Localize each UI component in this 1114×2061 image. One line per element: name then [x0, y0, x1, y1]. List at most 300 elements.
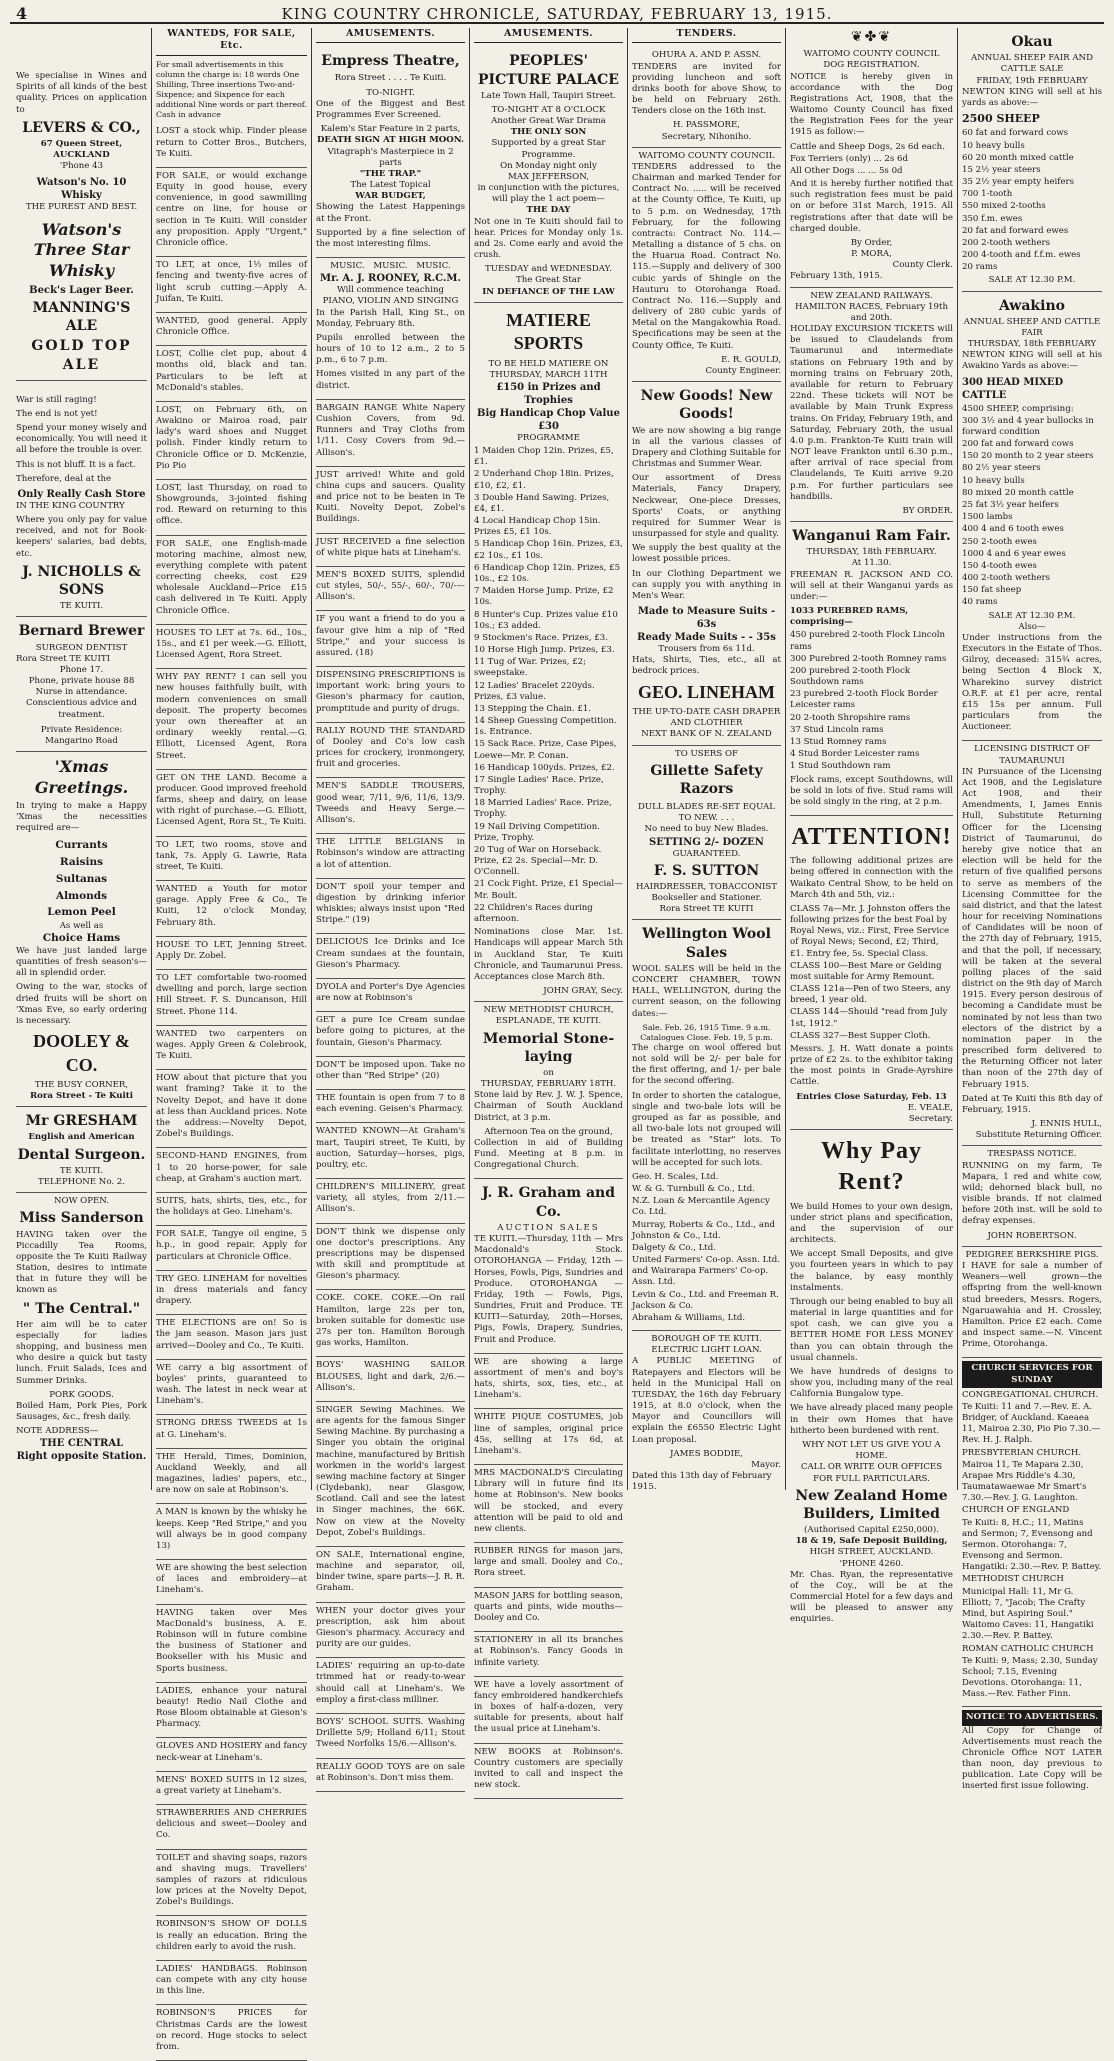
rooney-pupils: Pupils enrolled between the hours of 10 to 12 a.m., 2 to 5 p.m., 6 to 7 p.m. [316, 332, 465, 366]
broker-item: Geo. H. Scales, Ltd. [632, 1171, 719, 1182]
auction-sales: AUCTION SALES [497, 1222, 600, 1233]
notice-ad [962, 1707, 1102, 1799]
wellington-title: Wellington Wool Sales [642, 926, 771, 961]
classified-ad-text: SINGER Sewing Machines. We are agents for the famous Singer Sewing Machine. By purchasing a Singer you obtain the original machine, manufactured by British workmen in the world's largest sewing machine factory at Singer (Clydebank), near Glasgow, Scotland. Call and see the latest in Singer machines, the 66K. Now on view at the Novelty Depot, Zobel's Buildings. [316, 1404, 465, 1538]
memorial: Memorial Stone-laying [482, 1030, 615, 1065]
gould: E. R. GOULD, [721, 354, 781, 365]
masthead-title: KING COUNTRY CHRONICLE, SATURDAY, FEBRUARY 13, 1915. [281, 5, 833, 23]
clerk: County Clerk. [892, 260, 953, 271]
supply: We supply the best quality at the lowest possible prices. [632, 543, 781, 565]
awakino-sale: SALE AT 12.30 P.M. [988, 610, 1076, 621]
stock-item: 250 2-tooth ewes [962, 536, 1037, 547]
amusements-header-2: AMUSEMENTS. [474, 28, 623, 43]
event-item: 15 Sack Race. Prize, Case Pipes, Loewe—Mr. P. Conan. [474, 739, 617, 761]
classified-ad-text: BOYS' WASHING SAILOR BLOUSES, light and dark, 2/6.—Allison's. [316, 1360, 465, 1393]
okau-date: FRIDAY, 19th FEBRUARY [976, 75, 1088, 86]
call-write: CALL OR WRITE OUR OFFICES FOR FULL PARTICULARS. [800, 1462, 943, 1484]
ohura-secretary: Secretary, Nihoniho. [661, 131, 752, 142]
service-item: Te Kuiti: 9, Mass; 2.30, Sunday School; 7.15, Evening Devotions. Otorohanga: 11, Mass.—Rev. Father Finn. [962, 1655, 1098, 1700]
brewer-residence: Private Residence: Mangarino Road [40, 724, 123, 746]
classified-ad [156, 313, 307, 346]
lineham-ad [632, 382, 781, 745]
classified-ad-text: TO LET, two rooms, stove and tank, 7s. Apply G. Lawrie, Rata street, Te Kuiti. [156, 839, 307, 872]
classified-ad [316, 400, 465, 467]
classified-ad-text: ROBINSON'S PRICES for Christmas Cards are the lowest on record. Huge stocks to select from. [156, 2008, 307, 2052]
classified-ad [156, 881, 307, 937]
empress-supported: Supported by a fine selection of the most interesting films. [316, 227, 465, 249]
classified-ad-text: WE are showing a large assortment of men's and boy's hats, shirts, sox, ties, etc., at Lineham's. [474, 1356, 623, 1401]
event-item: 21 Cock Fight. Prize, £1 Special—Mr. Boult. [474, 879, 623, 901]
gillette: Gillette Safety Razors [650, 762, 763, 797]
on-text: on [543, 1067, 554, 1078]
event-item: 20 Tug of War on Horseback. Prize, £2 2s. Special—Mr. D. O'Connell. [474, 844, 602, 878]
levers-phone: 'Phone 43 [59, 161, 104, 172]
central-text: Her aim will be to cater especially for ladies shopping, and business men who desire a quick but tasty lunch. Fruit Salads, Ices and Summer Drinks. [16, 1319, 147, 1386]
sanderson-text: HAVING taken over the Piccadilly Tea Rooms, opposite the Te Kuiti Railway Station, desires to intimate that in future they will be known as [16, 1229, 147, 1296]
wool-charge: The charge on wool offered but not sold will be 2/- per bale for the first offering, and 1/- per bale for the second offering. [632, 1042, 781, 1087]
afternoon-tea: Afternoon Tea on the ground, [484, 1126, 613, 1137]
services-list [962, 1390, 1102, 1701]
graham-ad [474, 1179, 623, 1353]
wool-text: WOOL SALES will be held in the CONCERT CHAMBER, TOWN HALL, WELLINGTON, during the current season, on the following dates:— [632, 963, 781, 1019]
classified-ad-text: DON'T spoil your temper and digestion by drinking inferior whiskies; always insist upon "Red Stripe." (19) [316, 881, 465, 926]
event-item: 22 Children's Races during afternoon. [474, 902, 593, 924]
classified-ad [156, 402, 307, 480]
classified-ad [156, 1271, 307, 1316]
sutton-sub: HAIRDRESSER, TOBACCONIST [635, 881, 778, 892]
ram-item: 300 Purebred 2-tooth Romney rams [790, 653, 947, 664]
classified-ad-text: A MAN is known by the whisky he keeps. Keep "Red Stripe," and you will always be in good company 13) [156, 1507, 307, 1551]
wanganui-time: At 11.30. [851, 558, 892, 569]
vitagraph: Vitagraph's Masterpiece in 2 parts [327, 146, 454, 168]
stock-item: 1500 lambs [962, 512, 1013, 523]
classified-ad-text: WE have a lovely assortment of fancy embroidered handkerchiefs in boxes of half-a-dozen, very suitable for presents, about half the usual price at Lineham's. [474, 1679, 623, 1735]
fee-item: Fox Terriers (only) ... 2s 6d [790, 153, 908, 164]
awakino-ad [962, 292, 1102, 742]
stock-item: 80 mixed 20 month cattle [962, 487, 1074, 498]
stock-item: 4500 SHEEP, comprising: [962, 403, 1074, 414]
stock-item: 200 4-tooth and f.f.m. ewes [962, 250, 1081, 261]
peoples-title: PEOPLES' PICTURE PALACE [478, 53, 619, 88]
railways-title: NEW ZEALAND RAILWAYS. [810, 290, 933, 301]
stock-item: 10 heavy bulls [962, 140, 1025, 151]
classified-ad [156, 1026, 307, 1071]
ohura-sign: H. PASSMORE, [672, 120, 741, 131]
classified-ad [156, 669, 307, 769]
classified-ad [316, 1224, 465, 1291]
event-item: 12 Ladies' Bracelet 220yds. Prizes, £3 value. [474, 680, 595, 702]
classified-ad-text: LOST a stock whip. Finder please return to Cotter Bros., Butchers, Te Kuiti. [156, 126, 307, 159]
events-list [474, 446, 623, 925]
attention-title: ATTENTION! [791, 824, 952, 851]
wanteds-ads [156, 123, 307, 2061]
hull: J. ENNIS HULL, [1031, 1119, 1102, 1130]
gresham-telephone: TELEPHONE No. 2. [37, 1177, 126, 1187]
war-line-2: The end is not yet! [16, 408, 98, 419]
okau-title: Okau [1011, 34, 1053, 50]
classified-ad-text: THE LITTLE BELGIANS in Robinson's window are attracting a lot of attention. [316, 837, 465, 870]
stock-item: 10 heavy bulls [962, 475, 1025, 486]
classified-ad [156, 1805, 307, 1850]
war-line-7: IN THE KING COUNTRY [16, 500, 125, 511]
ryan-text: Mr. Chas. Ryan, the representative of the Coy., will be at the Commercial Hotel for a few days and will be pleased to answer any enquiries. [790, 1569, 953, 1625]
veale: E. VEALE, [907, 1102, 953, 1113]
class-item: CLASS 144—Should "read from July 1st, 1912." [790, 1007, 948, 1029]
classified-ad [316, 611, 465, 667]
church-ad [962, 1358, 1102, 1707]
classified-ad [156, 257, 307, 313]
rooney-homes: Homes visited in any part of the district. [316, 369, 465, 391]
ram-item: 4 Stud Border Leicester rams [790, 749, 920, 760]
classified-ad [156, 168, 307, 257]
wool-order: In order to shorten the catalogue, single and two-bale lots will be grouped as far as possible, and all two-bale lots not grouped will be treated as "Star" lots. To facilitate interlotting, no reserves will be accepted for such lots. [632, 1090, 781, 1168]
ohura-title: OHURA A. AND P. ASSN. [651, 50, 762, 61]
classified-ad-text: LOST, on February 6th, on Awakino or Mairoa road, pair lady's ward shoes and Nugget polish. Finder kindly return to Chronicle Office or D. McKenzie, Pio Pio [156, 404, 307, 471]
gresham-dental: Dental Surgeon. [17, 1146, 146, 1163]
prizes: £150 in Prizes and Trophies [496, 381, 601, 406]
classified-ad [156, 480, 307, 536]
ram-item: 200 purebred 2-tooth Flock Southdown rams [790, 665, 911, 688]
classified-ad-text: HAVING taken over Mes MacDonald's business, A. E. Robinson will in future combine the business of Stationer and Bookseller with his Music and Sports business. [156, 1607, 307, 1674]
classified-ad-text: REALLY GOOD TOYS are on sale at Robinson's. Don't miss them. [316, 1761, 465, 1783]
classified-ad-text: BARGAIN RANGE White Napery Cushion Covers, from 9d. Runners and Tray Cloths from 1/11. Cosy Covers from 9d.—Allison's. [316, 402, 465, 458]
waitomo-council: WAITOMO COUNTY COUNCIL [803, 49, 940, 60]
classified-ad [316, 1179, 465, 1224]
war-budget-text: Showing the Latest Happenings at the Front. [316, 202, 465, 224]
brewer-ad [16, 617, 147, 752]
stock-item: 60 fat and forward cows [962, 128, 1069, 139]
okau-lines [962, 128, 1102, 273]
rooney-hall: In the Parish Hall, King St., on Monday, February 8th. [316, 307, 465, 329]
event-item: 6 Handicap Chop 12in. Prizes, £5 10s., £2 10s. [474, 562, 621, 584]
awakino-lines [962, 404, 1102, 609]
broker-item: Abraham & Williams, Ltd. [632, 1312, 746, 1323]
capital: (Authorised Capital £250,000). [804, 1525, 939, 1536]
class-item: CLASS 100—Best Mare or Gelding most suitable for Army Remount. [790, 960, 942, 982]
fees-list [790, 142, 953, 178]
stock-item: 400 4 and 6 tooth ewes [962, 524, 1064, 535]
classified-ad [156, 1683, 307, 1739]
peoples-supported: Supported by a great Star Programme. [491, 138, 606, 160]
classified-ad-text: WANTED, good general. Apply Chronicle Office. [156, 315, 307, 338]
classified-ad [156, 625, 307, 670]
pork-text: Boiled Ham, Pork Pies, Pork Sausages, &c., fresh daily. [16, 1400, 147, 1423]
classified-ad-text: DON'T be imposed upon. Take no other than "Red Stripe" (20) [316, 1059, 465, 1081]
memorial-date: THURSDAY, FEBRUARY 18TH. [480, 1079, 617, 1090]
waitomo-tenders-text: TENDERS addressed to the Chairman and marked Tender for Contract No. ..... will be received at the County Office, Te Kuiti, up to 5 p.m. on Wednesday, 17th February, for the following contracts: Contract No. 114.—Metalling a distance of 5 chs. on the Huarua Road. Contract No. 115.—Supply and delivery of 300 cubic yards of Shingle on the Hauturu to Otorohanga Road. Contract No. 116.—Supply and delivery of 280 cubic yards of Metal on the Mangakowhia Road. Specifications may be seen at the County Office, Te Kuiti. [632, 161, 781, 351]
builders-phone: 'PHONE 4260. [839, 1558, 904, 1569]
only-son: THE ONLY SON [510, 127, 587, 138]
monday-only: On Monday night only [500, 160, 597, 171]
classified-ad [316, 1402, 465, 1547]
clothing: In our Clothing Department we can supply you with anything in Men's Wear. [632, 568, 781, 601]
electric-loan: ELECTRIC LIGHT LOAN. [651, 1345, 762, 1356]
classified-ad-text: BOYS' SCHOOL SUITS. Washing Drillette 5/9; Holland 6/11; Stout Tweed Norfolks 15/6.—Allison's. [316, 1716, 465, 1750]
classified-ad-text: WE are showing the best selection of laces and embroidery—at Lineham's. [156, 1563, 307, 1596]
stock-item: 150 20 month to 2 year steers [962, 451, 1094, 462]
sanderson-ad [16, 1193, 147, 1467]
broker-item: Dalgety & Co., Ltd. [632, 1242, 716, 1253]
event-item: 14 Sheep Guessing Competition. 1s. Entrance. [474, 716, 617, 738]
build-text: We build Homes to your own design, under strict plans and specification, and the supervision of our architects. [790, 1201, 953, 1246]
berkshire-ad [962, 1247, 1102, 1359]
war-line-8: Where you only pay for value received, and not for Book-keepers' salaries, bad debts, etc. [16, 515, 147, 559]
rooney-commence: Will commence teaching [337, 285, 444, 296]
becks: Beck's Lager Beer. [29, 284, 134, 296]
column-2 [152, 28, 312, 2052]
classified-ad-text: ROBINSON'S SHOW OF DOLLS is really an education. Bring the children early to avoid the rush. [156, 1919, 307, 1952]
lineham-sub: THE UP-TO-DATE CASH DRAPER AND CLOTHIER [632, 707, 781, 729]
event-item: 17 Single Ladies' Race. Prize, Trophy. [474, 774, 604, 797]
messrs: Messrs. J. H. Watt donate a points prize of £2 2s. to the exhibitor taking the most points in Grade-Ayrshire Cattle. [790, 1043, 953, 1088]
cash-store-ad [16, 381, 147, 618]
stock-item: 200 fat and forward cows [962, 439, 1074, 450]
column-7 [958, 28, 1106, 1792]
new-goods: New Goods! New Goods! [640, 388, 773, 423]
crest-icon: ❦✤❦ [850, 29, 893, 45]
classified-ad [156, 1315, 307, 1360]
classified-ad-text: GLOVES AND HOSIERY and fancy neck-wear at Lineham's. [156, 1741, 308, 1763]
event-item: 19 Nail Driving Competition. Prize, Trophy. [474, 821, 600, 843]
graham-sales: TE KUITI.—Thursday, 11th — Mrs Macdonald's Stock. OTOROHANGA — Friday, 12th — Horses, Fowls, Pigs, Sundries and Produce. OTOROHANGA — Friday, 19th — Fowls, Pigs, Sundries, Fruit and Produce. TE KUITI—Saturday, 20th—Horses, Pigs, Fowls, Drapery, Sundries, Fruit and Produce. [474, 1234, 623, 1345]
levers-address: 67 Queen Street, AUCKLAND [40, 138, 123, 161]
big-chop: Big Handicap Chop Value £30 [477, 407, 620, 432]
rooney-subjects: PIANO, VIOLIN AND SINGING [322, 296, 459, 307]
stock-item: 300 3½ and 4 year bullocks in forward condition [962, 415, 1094, 437]
trespass-title: TRESPASS NOTICE. [987, 1149, 1077, 1160]
classified-ad [316, 1714, 465, 1759]
classified-ad [316, 834, 465, 879]
purest: THE PUREST AND BEST. [25, 202, 138, 213]
okau-sale: SALE AT 12.30 P.M. [988, 275, 1076, 286]
classified-ad-text: MEN'S BOXED SUITS, splendid cut styles, 50/-, 55/-, 60/-, 70/-—Allison's. [316, 569, 465, 603]
broker-item: United Farmers' Co-op. Assn. Ltd. and Wairarapa Farmers' Co-op. Assn. Ltd. [632, 1255, 780, 1288]
classified-ad [156, 1193, 307, 1226]
awakino-date: THURSDAY, 18th FEBRUARY [967, 339, 1097, 350]
rooney-ad [316, 258, 465, 400]
why-not: WHY NOT LET US GIVE YOU A HOME. [802, 1439, 941, 1462]
classified-ad-text: MRS MACDONALD'S Circulating Library will in future find its home at Robinson's. New books will be stocked, and every attention will be paid to old and new clients. [474, 1468, 623, 1534]
gresham-sub: English and American [28, 1132, 135, 1143]
mannings: MANNING'S ALE [32, 299, 131, 335]
hamilton-races: HAMILTON RACES, February 19th and 20th. [795, 301, 948, 323]
classified-ad-text: GET ON THE LAND. Become a producer. Good improved freehold farms, sheep and dairy, on lease with right of purchase.—G. Elliott, Licensed Agent, Rora St., Te Kuiti. [156, 772, 307, 828]
pork-title: PORK GOODS. [49, 1389, 114, 1400]
stock-item: 25 fat 3½ year heifers [962, 500, 1059, 510]
classified-ad [316, 1012, 465, 1057]
classified-ad [156, 1738, 307, 1771]
measure-suits: Made to Measure Suits - 63s [637, 606, 776, 631]
empress-one-of: One of the Biggest and Best Programmes Ever Screened. [316, 98, 465, 121]
classified-ad-text: DELICIOUS Ice Drinks and Ice Cream sundaes at the fountain, Gieson's Pharmacy. [316, 937, 465, 970]
classified-ad-text: STRONG DRESS TWEEDS at 1s at G. Lineham's. [156, 1418, 307, 1440]
classified-ad-text: TRY GEO. LINEHAM for novelties in dress materials and fancy drapery. [156, 1273, 307, 1307]
the-trap: "THE TRAP." [359, 168, 422, 179]
peoples-tonight: TO-NIGHT AT 8 O'CLOCK [491, 104, 606, 115]
trespass-ad [962, 1146, 1102, 1246]
setting: SETTING 2/- DOZEN [649, 836, 764, 848]
classified-ad [316, 534, 465, 567]
classes-list [790, 904, 953, 1042]
xmas-item: Lemon Peel [47, 906, 116, 919]
classified-ad [316, 879, 465, 935]
classified-ad [156, 1449, 307, 1505]
dull-blades: DULL BLADES RE-SET EQUAL TO NEW. . . . [638, 802, 775, 824]
classified-ad-text: DON'T think we dispense only one doctor's prescriptions. Any prescriptions may be dispensed with skill and promptitude at Gieson's pharmacy. [316, 1226, 465, 1282]
flock-text: Flock rams, except Southdowns, will be sold in lots of five. Stud rams will be sold singly in the ring, at 2 p.m. [790, 774, 953, 807]
wanganui-ad [790, 522, 953, 816]
deposits-text: We accept Small Deposits, and give you fourteen years in which to pay the balance, by easy monthly instalments. [790, 1249, 953, 1293]
event-item: 5 Handicap Chop 16in. Prizes, £3, £2 10s., £1 10s. [474, 539, 623, 561]
church-title: CHURCH SERVICES FOR SUNDAY [962, 1361, 1102, 1387]
matiere-title: MATIERE SPORTS [506, 309, 591, 354]
watson10: Watson's No. 10 Whisky [36, 177, 127, 202]
gresham-name: Mr GRESHAM [25, 1113, 138, 1130]
classified-ad-text: FOR SALE, one English-made motoring machine, almost new, everything complete with patent correcting cheeks, cost £29 wholesale Auckland—Price £15 cash delivered in Te Kuiti. Apply Chronicle Office. [156, 538, 307, 616]
classified-ad [316, 1658, 465, 1714]
attention-text: The following additional prizes are being offered in connection with the Waikato Central Show, to be held on March 4th and 5th, viz.: [790, 856, 953, 900]
column-5 [628, 28, 786, 1493]
assortment: Our assortment of Dress Materials, Fancy Drapery, Neckwear, One-piece Dresses, Sports' Coats, or anything required for Summer Wear is unsurpassed for style and quality. [632, 473, 781, 540]
event-item: 7 Maiden Horse Jump. Prize, £2 10s. [474, 586, 614, 608]
nz-home-builders: New Zealand Home Builders, Limited [795, 1487, 948, 1522]
tuesday: TUESDAY and WEDNESDAY. [485, 264, 612, 275]
amusements-header-1: AMUSEMENTS. [316, 28, 465, 43]
classified-ad [316, 979, 465, 1012]
brewer-private-phone: Phone, private house 88 [28, 676, 135, 687]
central-opposite: Right opposite Station. [16, 1451, 147, 1463]
classified-ad [156, 1916, 307, 1961]
classified-ad-text: RALLY ROUND THE STANDARD of Dooley and Co's low cash prices for crockery, ironmongery, fruit and groceries. [316, 725, 465, 770]
classified-ad [156, 1504, 307, 1560]
hats: Hats, Shirts, Ties, etc., all at bedrock prices. [632, 655, 781, 677]
levers-intro: We specialise in Wines and Spirits of all kinds of the best quality. Prices on application to [16, 71, 147, 115]
users-of: TO USERS OF [674, 748, 738, 759]
xmas-ad [16, 752, 147, 1107]
classified-ad-text: COKE. COKE. COKE.—On rail Hamilton, large 22s per ton, broken suitable for domestic use 27s per ton. Hamilton Borough gas works, Hamilton. [316, 1293, 465, 1349]
classified-ad-text: RUBBER RINGS for mason jars, large and small. Dooley and Co., Rora street. [474, 1546, 623, 1579]
dog-ad [790, 46, 953, 287]
brokers-list [632, 1172, 781, 1324]
boddie: JAMES BODDIE, [669, 1448, 744, 1459]
xmas-aswell: As well as [59, 921, 104, 932]
classified-ad-text: NEW BOOKS at Robinson's. Country customers are specially invited to call and inspect the new stock. [474, 1746, 623, 1791]
xmas-item: Sultanas [55, 872, 108, 885]
page-number: 4 [16, 4, 28, 23]
broker-item: W. & G. Turnbull & Co., Ltd. [632, 1184, 755, 1195]
guaranteed: GUARANTEED. [672, 848, 741, 859]
by-order-2: BY ORDER. [902, 505, 953, 516]
robertson: JOHN ROBERTSON. [987, 1230, 1077, 1241]
xmas-hams: Choice Hams [42, 932, 121, 945]
event-item: 2 Underhand Chop 18in. Prizes, £10, £2, £1. [474, 469, 614, 491]
service-item: Municipal Hall: 11, Mr G. Elliott; 7, "Jacob; The Crafty Mind, but Aspiring Soul." Waitomo Caves: 11, Hangatiki 2.30.—Rev. P. Battey. [962, 1586, 1094, 1642]
classified-ad [474, 1632, 623, 1677]
stock-item: 150 4-tooth ewes [962, 560, 1037, 571]
okau-sub: ANNUAL SHEEP FAIR AND CATTLE SALE [971, 53, 1093, 75]
classified-ad-text: JUST RECEIVED a fine selection of white pique hats at Lineham's. [316, 536, 465, 558]
rams-list [790, 630, 953, 772]
xmas-title: 'Xmas Greetings. [34, 757, 129, 797]
brewer-nurse: Nurse in attendance. [35, 687, 128, 698]
classified-ad-text: MENS' BOXED SUITS in 12 sizes, a great variety at Lineham's. [156, 1774, 307, 1796]
the-day: THE DAY [526, 205, 571, 216]
class-item: CLASS 121a—Pen of two Steers, any breed, 1 year old. [790, 984, 951, 1006]
dog-date: February 13th, 1915. [790, 271, 883, 282]
programme: PROGRAMME [517, 432, 580, 443]
levers-name: LEVERS & CO., [22, 119, 141, 136]
classified-ad [474, 1744, 623, 1800]
methodist-title: NEW METHODIST CHURCH, ESPLANADE, TE KUITI. [483, 1005, 614, 1027]
no-need: No need to buy New Blades. [644, 824, 769, 835]
classified-ad-text: TOILET and shaving soaps, razors and shaving mugs. Travellers' samples of razors at ridiculous low prices at the Novelty Depot, Zobel's Buildings. [156, 1852, 307, 1908]
classified-ad [474, 1409, 623, 1465]
okau-newton: NEWTON KING will sell at his yards as above:— [962, 86, 1102, 108]
licensing-dated: Dated at Te Kuiti this 8th day of February, 1915. [962, 1093, 1102, 1115]
rams-head: 1033 PUREBRED RAMS, comprising— [790, 606, 909, 628]
classified-ad-text: WANTED KNOWN—At Graham's mart, Taupiri street, Te Kuiti, by auction, Saturday—horses, pigs, poultry, etc. [316, 1126, 465, 1170]
stock-item: 15 2½ year steers [962, 164, 1041, 175]
classified-ad [474, 1588, 623, 1633]
xmas-item: Currants [55, 839, 108, 852]
classified-ad-text: DYOLA and Porter's Dye Agencies are now at Robinson's [316, 981, 465, 1004]
rates-notice: For small advertisements in this column the charge is: 18 words One Shilling, Three insertions Two-and-Sixpence; and Sixpence for each additional Nine words or part thereof. Cash in advance [156, 59, 307, 120]
gresham-ad [16, 1107, 147, 1193]
classified-ad-text: IF you want a friend to do you a favour give him a nip of "Red Stripe," and your success is assured. (18) [316, 614, 465, 658]
builders-address: 18 & 19, Safe Deposit Building, [795, 1536, 948, 1547]
classified-ad-text: HOUSES TO LET at 7s. 6d., 10s., 15s., and £1 per week.—G. Elliott, Licensed Agent, Rora Street. [156, 627, 307, 661]
home-builders-ad [790, 1130, 953, 1632]
dooley-address: Rora Street - Te Kuiti [29, 1091, 133, 1102]
also: Also— [1018, 621, 1046, 632]
graham-title: J. R. Graham and Co. [481, 1185, 616, 1220]
stock-item: 60 20 month mixed cattle [962, 152, 1074, 163]
designs-text: We have hundreds of designs to show you, including many of the real California Bungalow type. [790, 1366, 953, 1400]
great-star: The Great Star [515, 275, 582, 286]
classified-ad-text: LADIES, enhance your natural beauty! Redio Nail Clothe and Rose Bloom obtainable at Gieson's Pharmacy. [156, 1685, 307, 1730]
classified-ad-text: SUITS, hats, shirts, ties, etc., for the holidays at Geo. Lineham's. [156, 1195, 307, 1218]
brewer-conscientious: Conscientious advice and treatment. [26, 698, 137, 720]
levers-ad [16, 68, 147, 381]
service-item: METHODIST CHURCH [962, 1574, 1064, 1585]
classified-ad-text: TO LET, at once, 1½ miles of fencing and twenty-five acres of light scrub cutting.—Apply A. Juifan, Te Kuiti. [156, 260, 307, 304]
conjunction: in conjunction with the pictures, will play the 1 act poem— [477, 183, 620, 205]
col3-small-ads [316, 400, 465, 1792]
wanganui-date: THURSDAY, 18th FEBRUARY. [806, 547, 937, 558]
borough-title: BOROUGH OF TE KUITI. [651, 1334, 762, 1345]
berkshire-text: I HAVE for sale a number of Weaners—well grown—the offspring from the well-known stud breeders, Messrs. Rogers, Ngaruawahia and H. Crossley, Hamilton. Price £2 each. Come and inspect same.—N. Vincent Prime, Otorohanga. [962, 1261, 1102, 1350]
pay-rent-title: Why Pay Rent? [820, 1138, 922, 1196]
classified-ad [156, 1961, 307, 2006]
classified-ad-text: LADIES' requiring an up-to-date trimmed hat or ready-to-wear should call at Lineham's. We employ a first-class milliner. [316, 1661, 465, 1705]
classified-ad [316, 667, 465, 723]
wanteds-header: WANTEDS, FOR SALE, Etc. [156, 28, 307, 56]
builders-street: HIGH STREET, AUCKLAND. [809, 1547, 934, 1558]
sutton-sub-2: Bookseller and Stationer. [651, 893, 762, 904]
classified-ad [316, 723, 465, 779]
dated-13: Dated this 13th day of February 1915. [632, 1471, 772, 1493]
event-item: 4 Local Handicap Chop 15in. Prizes £5, £1 10s. [474, 516, 601, 538]
gray-sign: JOHN GRAY, Secy. [543, 986, 623, 997]
central-2: THE CENTRAL [39, 1438, 124, 1450]
notice-text: All Copy for Change of Advertisements must reach the Chronicle Office NOT LATER than noon, day previous to publication. Late Copy will be inserted first issue following. [962, 1725, 1102, 1792]
defiance: IN DEFIANCE OF THE LAW [482, 286, 615, 297]
war-line-3: Spend your money wisely and economically. You will need it all before the trouble is over. [16, 423, 147, 456]
jefferson: MAX JEFFERSON, [508, 171, 589, 182]
classified-ad [316, 1357, 465, 1402]
stock-item: 35 2½ year empty heifers [962, 177, 1075, 188]
event-item: 8 Hunter's Cup. Prizes value £10 10s.; £3 added. [474, 609, 618, 631]
